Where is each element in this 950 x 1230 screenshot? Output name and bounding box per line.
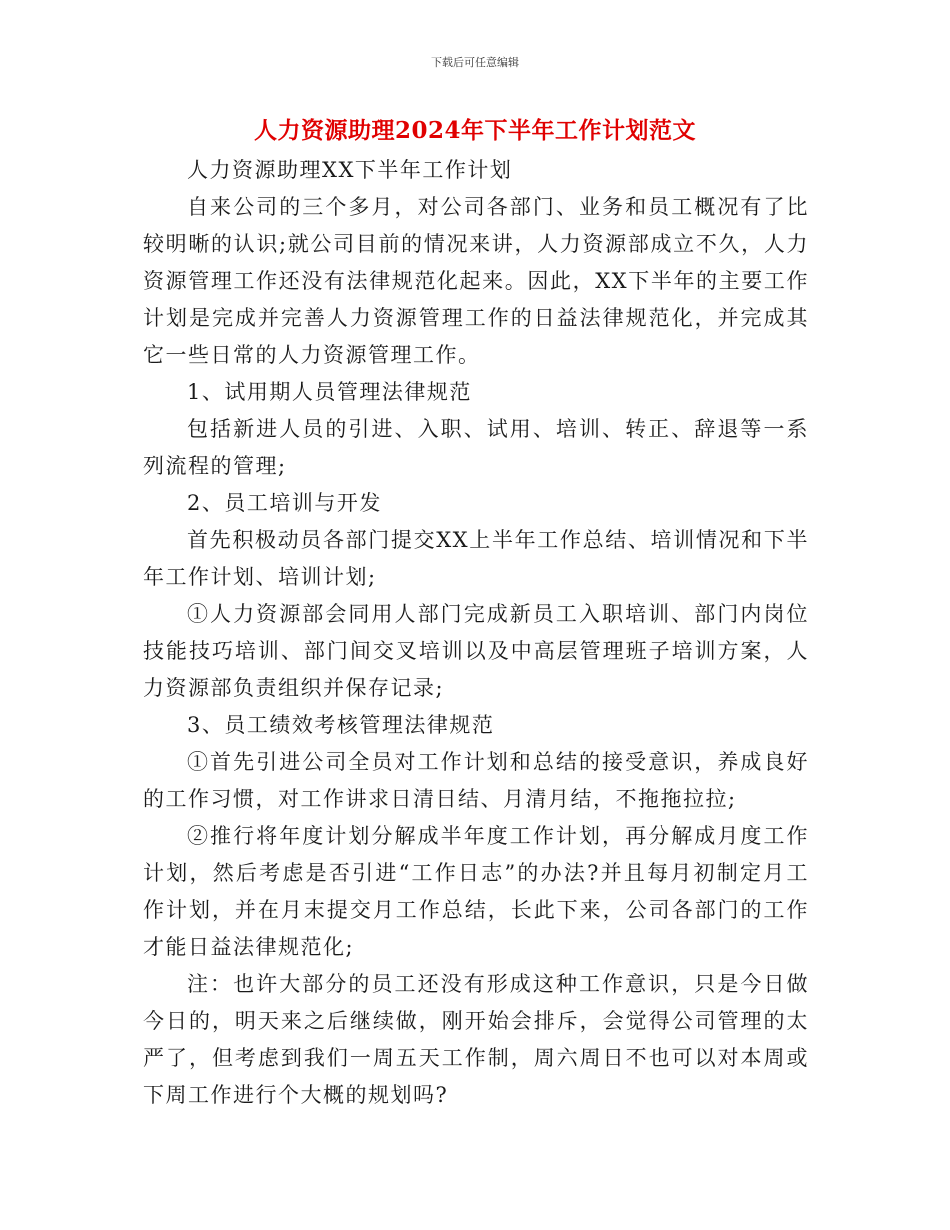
paragraph-intro: 自来公司的三个多月，对公司各部门、业务和员工概况有了比较明晰的认识;就公司目前的情况来讲，人力资源部成立不久，人力资源管理工作还没有法律规范化起来。因此，XX下半年的主要工作计划是完成并完善人力资源管理工作的日益法律规范化，并完成其它一些日常的人力资源管理工作。 [143,195,809,367]
paragraph: ①首先引进公司全员对工作计划和总结的接受意识，养成良好的工作习惯，对工作讲求日清日结、月清月结，不拖拖拉拉; [143,750,809,811]
section-heading-1: 1、试用期人员管理法律规范 [187,380,472,404]
paragraph: 首先积极动员各部门提交XX上半年工作总结、培训情况和下半年工作计划、培训计划; [143,528,809,589]
paragraph: 包括新进人员的引进、入职、试用、培训、转正、辞退等一系列流程的管理; [143,417,809,478]
section-heading-2: 2、员工培训与开发 [187,491,382,515]
document-title: 人力资源助理2024年下半年工作计划范文 [253,117,696,144]
document-body [143,152,809,1114]
paragraph-note: 注：也许大部分的员工还没有形成这种工作意识，只是今日做今日的，明天来之后继续做，刚开始会排斥，会觉得公司管理的太严了，但考虑到我们一周五天工作制，周六周日不也可以对本周或下周工作进行个大概的规划吗? [143,972,809,1107]
paragraph: ②推行将年度计划分解成半年度工作计划，再分解成月度工作计划，然后考虑是否引进“工作日志”的办法?并且每月初制定月工作计划，并在月末提交月工作总结，长此下来，公司各部门的工作才能日益法律规范化; [143,824,809,959]
paragraph: ①人力资源部会同用人部门完成新员工入职培训、部门内岗位技能技巧培训、部门间交叉培训以及中高层管理班子培训方案，人力资源部负责组织并保存记录; [143,602,809,700]
paragraph-subtitle: 人力资源助理XX下半年工作计划 [187,158,513,182]
header-note: 下载后可任意编辑 [431,56,519,69]
section-heading-3: 3、员工绩效考核管理法律规范 [187,713,495,737]
